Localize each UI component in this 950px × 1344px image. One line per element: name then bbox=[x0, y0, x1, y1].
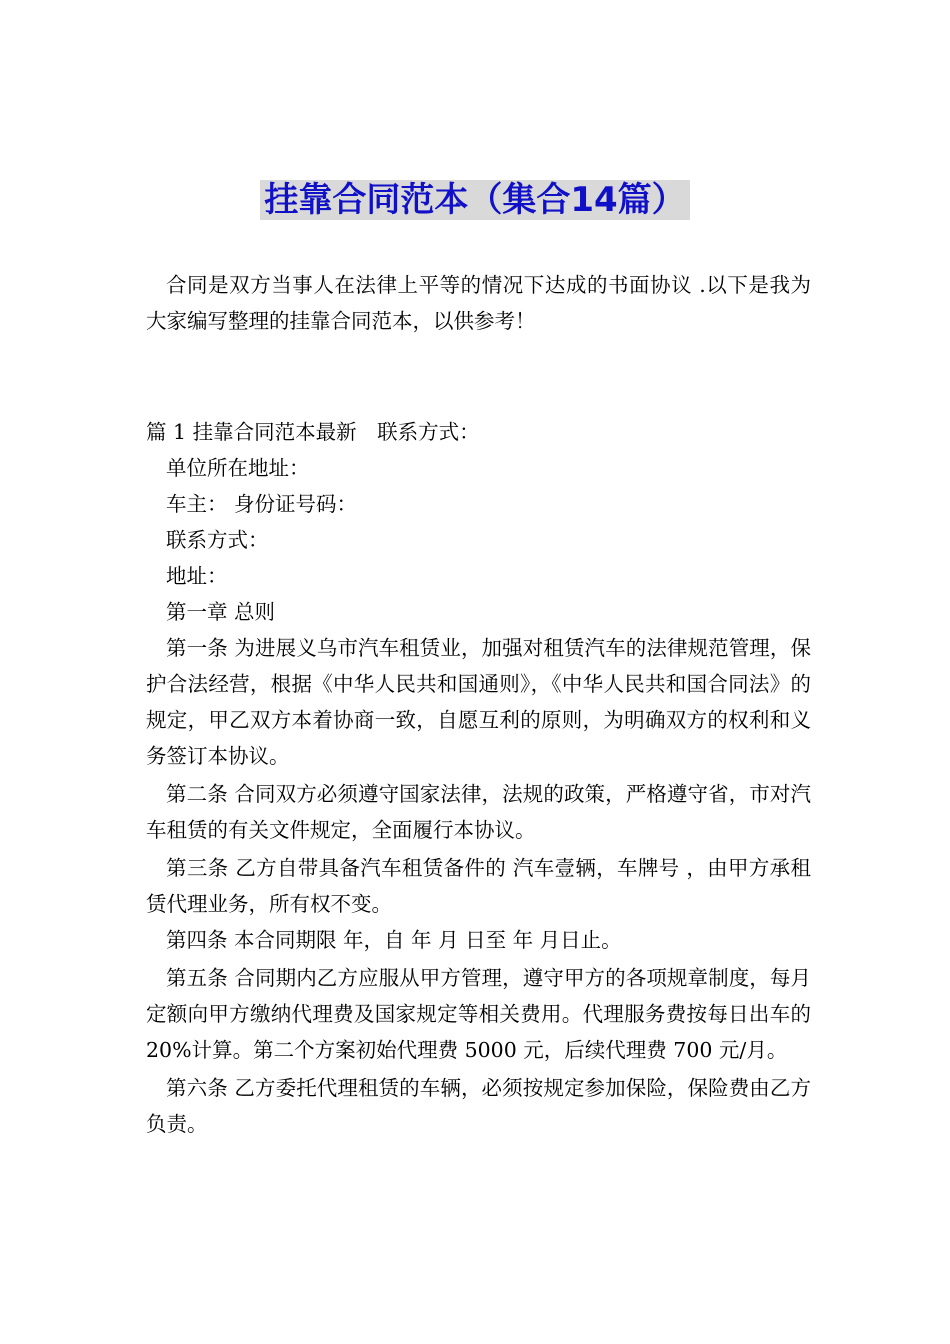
article-1: 第一条 为进展义乌市汽车租赁业，加强对租赁汽车的法律规范管理，保护合法经营，根据《中华人民共和国通则》，《中华人民共和国合同法》的规定，甲乙双方本着协商一致，自愿互利的原则，为明确双方的权利和义务签订本协议。 bbox=[146, 636, 811, 768]
title-container bbox=[0, 180, 950, 220]
line-contact: 联系方式： bbox=[166, 528, 269, 552]
line-owner-id: 车主： 身份证号码： bbox=[166, 492, 358, 516]
section-heading: 篇 1 挂靠合同范本最新 联系方式： bbox=[146, 420, 480, 444]
article-6: 第六条 乙方委托代理租赁的车辆，必须按规定参加保险，保险费由乙方负责。 bbox=[146, 1076, 811, 1136]
line-address: 单位所在地址： bbox=[166, 456, 310, 480]
article-4: 第四条 本合同期限 年，自 年 月 日至 年 月日止。 bbox=[166, 928, 622, 952]
contract-body bbox=[146, 414, 811, 1142]
article-3: 第三条 乙方自带具备汽车租赁备件的 汽车壹辆，车牌号 ，由甲方承租赁代理业务，所有权不变。 bbox=[146, 856, 811, 916]
document-title: 挂靠合同范本（集合14篇） bbox=[260, 180, 689, 220]
intro-block bbox=[146, 267, 811, 339]
intro-paragraph: 合同是双方当事人在法律上平等的情况下达成的书面协议 .以下是我为大家编写整理的挂靠合同范本，以供参考！ bbox=[146, 273, 811, 333]
article-2: 第二条 合同双方必须遵守国家法律，法规的政策，严格遵守省，市对汽车租赁的有关文件规定，全面履行本协议。 bbox=[146, 782, 811, 842]
article-5: 第五条 合同期内乙方应服从甲方管理，遵守甲方的各项规章制度，每月定额向甲方缴纳代理费及国家规定等相关费用。代理服务费按每日出车的 20%计算。第二个方案初始代理费 5000 元，后续代理费 700 元/月。 bbox=[146, 966, 811, 1062]
chapter-heading: 第一章 总则 bbox=[166, 600, 276, 624]
line-location: 地址： bbox=[166, 564, 228, 588]
